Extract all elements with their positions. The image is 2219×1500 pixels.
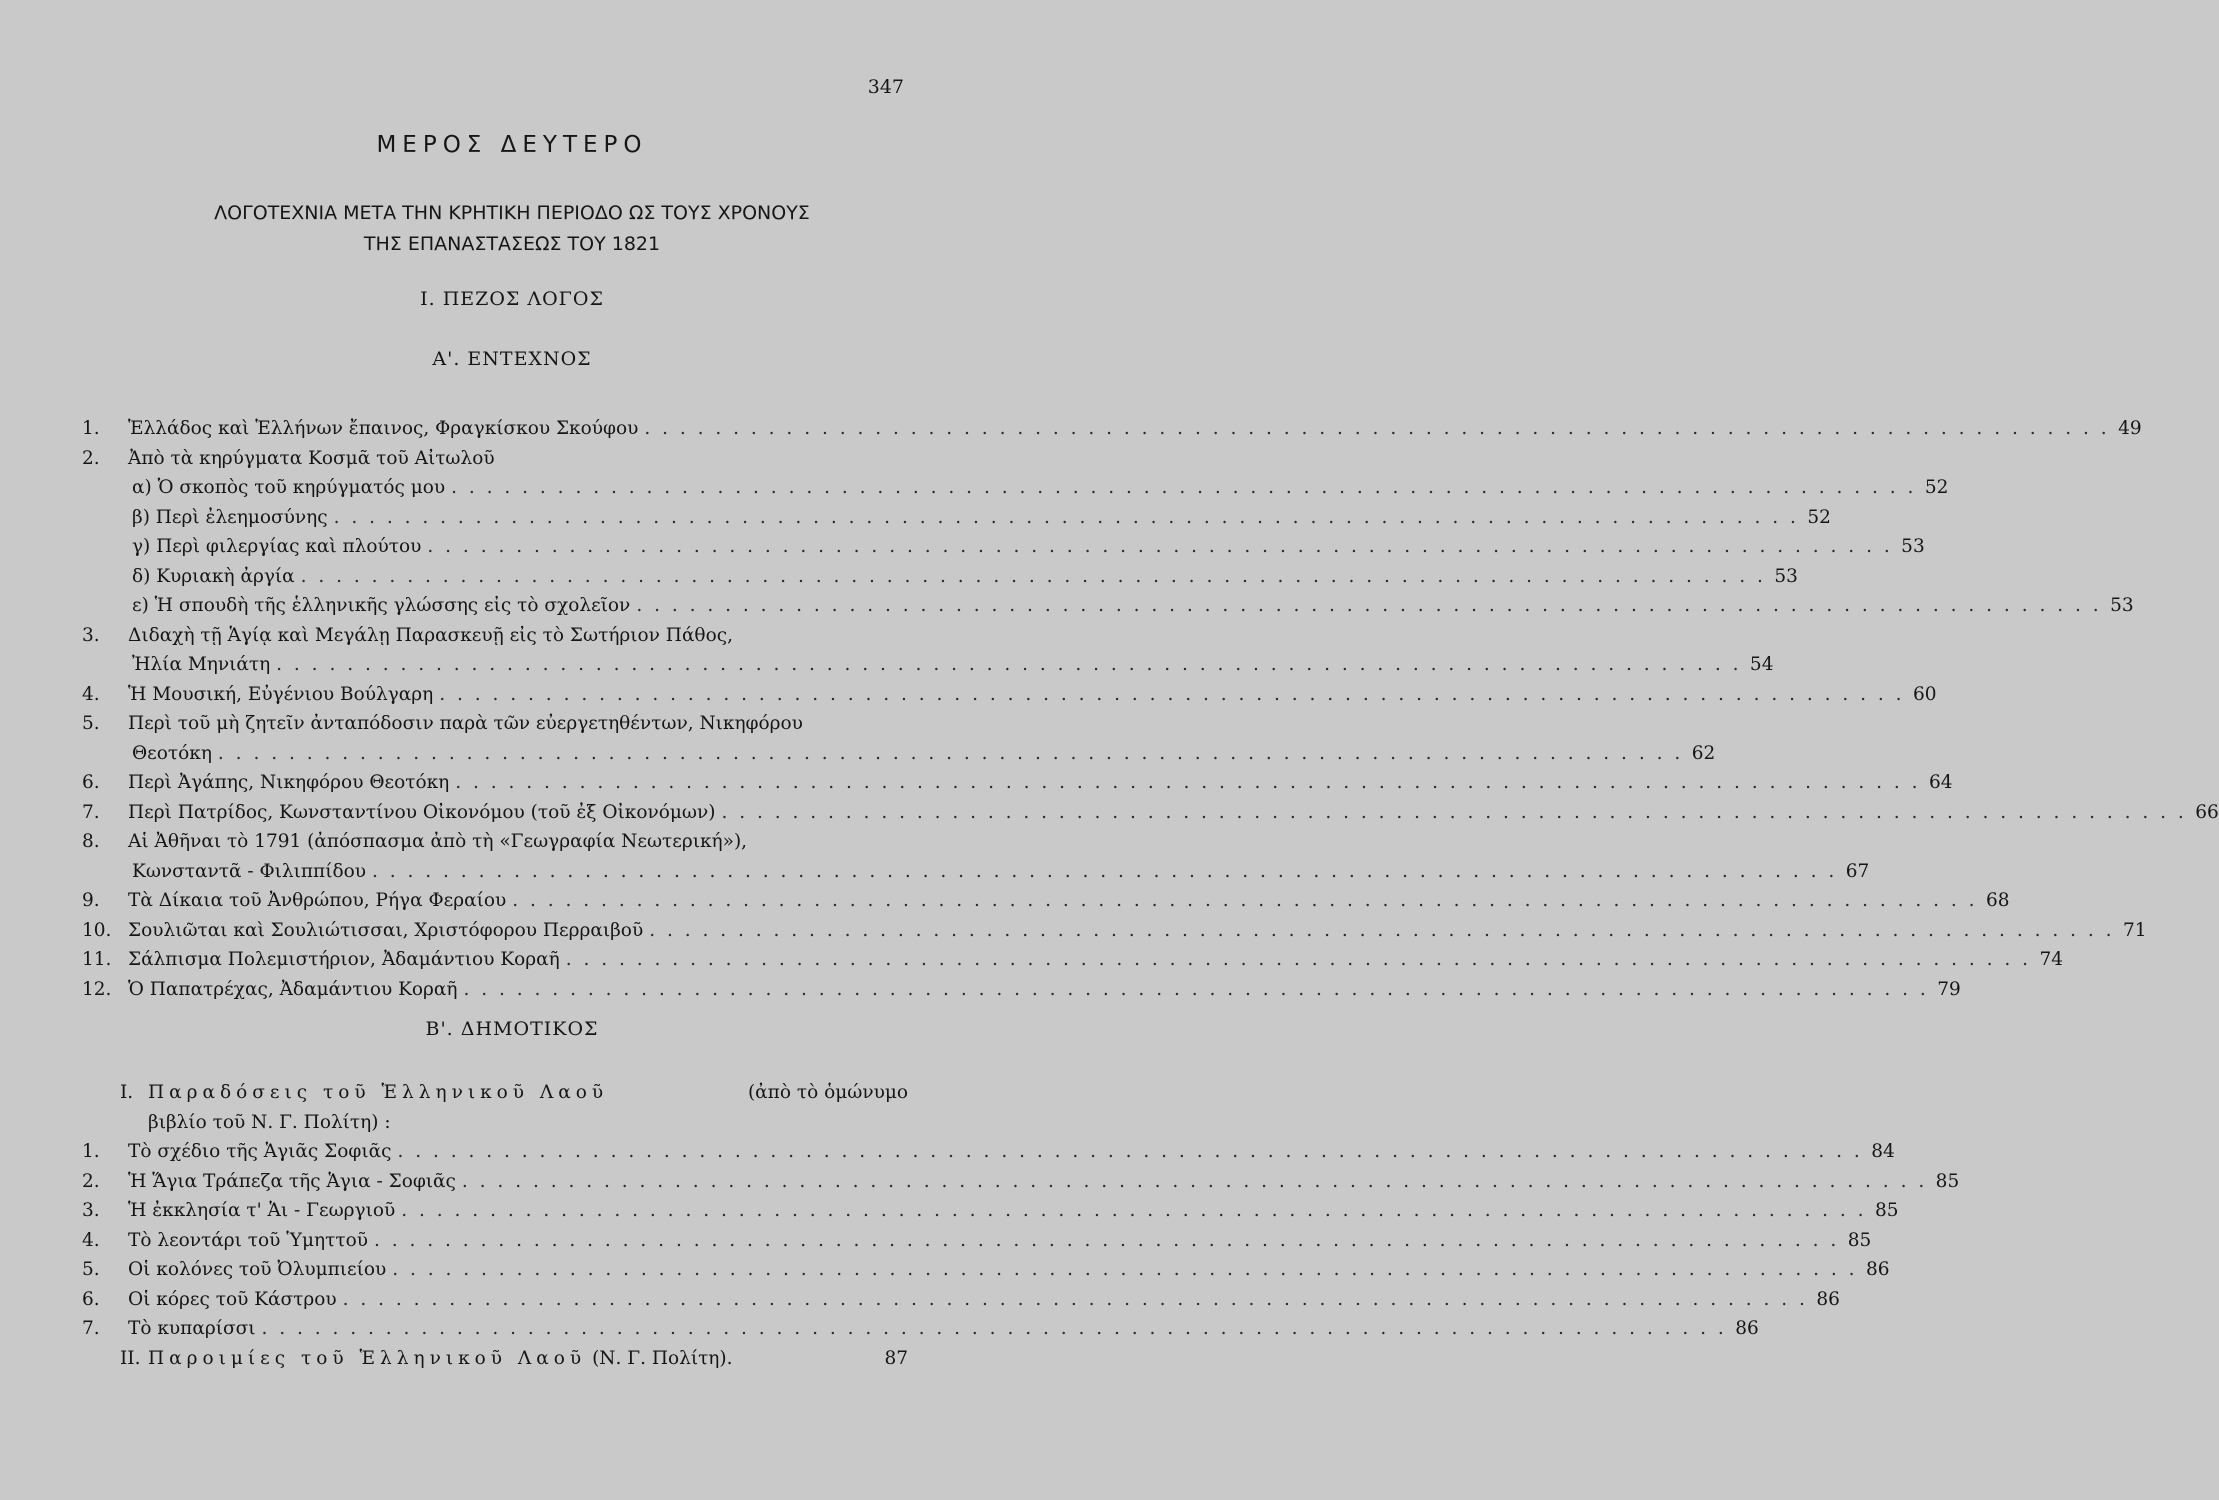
section-heading-prose: Ι. ΠΕΖΟΣ ΛΟΓΟΣ xyxy=(420,288,604,310)
intro-line-2 xyxy=(82,1108,908,1138)
toc-row xyxy=(82,414,2142,444)
intro-number: Ι. xyxy=(120,1082,134,1103)
dot-leader xyxy=(218,739,1683,769)
entry-number: 5. xyxy=(82,1259,100,1280)
toc-row xyxy=(82,1196,1899,1226)
entry-page: 68 xyxy=(1986,890,2010,911)
toc-row xyxy=(82,945,2064,975)
entry-page: 85 xyxy=(1935,1170,1960,1192)
toc-row xyxy=(82,1314,1759,1344)
dot-leader xyxy=(334,503,1799,533)
entry-title: β) Περὶ ἐλεημοσύνης xyxy=(132,506,328,528)
entry-title: ε) Ἡ σπουδὴ τῆς ἑλληνικῆς γλώσσης εἰς τὸ σχολεῖον xyxy=(132,595,631,616)
entry-title: Τὸ σχέδιο τῆς Ἁγιᾶς Σοφιᾶς xyxy=(128,1141,392,1162)
dot-leader xyxy=(397,1137,1862,1167)
entry-page: 67 xyxy=(1845,860,1870,882)
entry-number: 1. xyxy=(82,418,100,439)
dot-leader xyxy=(276,650,1741,680)
entry-page: 62 xyxy=(1691,742,1716,764)
dot-leader xyxy=(392,1255,1857,1285)
toc-row xyxy=(82,650,1774,680)
part-heading: ΜΕΡΟΣ ΔΕΥΤΕΡΟ xyxy=(376,132,648,158)
entry-title: Περὶ Ἀγάπης, Νικηφόρου Θεοτόκη xyxy=(128,772,450,793)
dot-leader xyxy=(636,591,2101,621)
part-subtitle-line-1: ΛΟΓΟΤΕΧΝΙΑ ΜΕΤΑ ΤΗΝ ΚΡΗΤΙΚΗ ΠΕΡΙΟΔΟ ΩΣ ΤΟΥΣ ΧΡΟΝΟΥΣ xyxy=(214,202,810,224)
dot-leader xyxy=(401,1196,1866,1226)
entry-title: Οἱ κολόνες τοῦ Ὀλυμπιείου xyxy=(128,1259,387,1280)
toc-row xyxy=(82,1344,908,1374)
dot-leader xyxy=(462,1167,1927,1197)
entry-number: 7. xyxy=(82,1318,100,1339)
entry-page: 71 xyxy=(2122,919,2147,941)
entry-page: 53 xyxy=(1774,565,1798,587)
entry-page: 74 xyxy=(2039,949,2064,970)
entry-page: 86 xyxy=(1735,1318,1759,1339)
entry-title: Τὰ Δίκαια τοῦ Ἀνθρώπου, Ρήγα Φεραίου xyxy=(128,890,507,911)
intro-line-1 xyxy=(82,1078,908,1108)
entry-title: Αἱ Ἀθῆναι τὸ 1791 (ἀπόσπασμα ἀπὸ τὴ «Γεωγραφία Νεωτερική»), xyxy=(128,831,748,852)
entry-title: δ) Κυριακὴ ἀργία xyxy=(132,565,295,587)
intro-source: (ἀπὸ τὸ ὁμώνυμο xyxy=(747,1082,908,1103)
entry-title: Οἱ κόρες τοῦ Κάστρου xyxy=(128,1288,337,1310)
entry-number: ΙΙ. xyxy=(120,1347,141,1369)
entry-title: Τὸ κυπαρίσσι xyxy=(128,1318,256,1339)
entry-title: Κωνσταντᾶ - Φιλιππίδου xyxy=(132,860,366,882)
toc-list-dimotikos xyxy=(82,1137,1960,1344)
dot-leader xyxy=(455,768,1920,798)
dot-leader xyxy=(721,798,2186,828)
entry-title: Ἡ ἐκκλησία τ' Ἁι - Γεωργιοῦ xyxy=(128,1200,396,1221)
entry-title: Διδαχὴ τῇ Ἁγίᾳ καὶ Μεγάλῃ Παρασκευῇ εἰς τὸ Σωτήριον Πάθος, xyxy=(128,624,733,646)
entry-title: Ἡ Ἅγια Τράπεζα τῆς Ἁγια - Σοφιᾶς xyxy=(128,1170,456,1192)
entry-number: 6. xyxy=(82,1288,100,1310)
dot-leader xyxy=(512,886,1977,916)
toc-row xyxy=(82,1285,1840,1315)
toc-row xyxy=(82,444,908,474)
toc-row xyxy=(82,975,1961,1005)
entry-number: 9. xyxy=(82,890,100,911)
dot-leader xyxy=(464,975,1929,1005)
entry-page: 85 xyxy=(1875,1200,1899,1221)
proverbs-title: Παροιμίες τοῦ Ἑλληνικοῦ Λαοῦ xyxy=(148,1347,587,1369)
entry-title: α) Ὁ σκοπὸς τοῦ κηρύγματός μου xyxy=(132,477,446,498)
entry-page: 60 xyxy=(1913,683,1937,705)
entry-number: 2. xyxy=(82,447,100,469)
proverbs-source: (Ν. Γ. Πολίτη). xyxy=(592,1347,733,1369)
entry-number: 6. xyxy=(82,772,100,793)
entry-title: Τὸ λεοντάρι τοῦ Ὑμηττοῦ xyxy=(128,1229,368,1251)
entry-number: 5. xyxy=(82,713,100,734)
entry-number: 1. xyxy=(82,1141,100,1162)
entry-number: 3. xyxy=(82,624,100,646)
toc-row xyxy=(82,473,1949,503)
entry-page: 84 xyxy=(1871,1141,1895,1162)
entry-page: 64 xyxy=(1929,772,1953,793)
entry-number: 8. xyxy=(82,831,100,852)
toc-row xyxy=(82,916,2147,946)
entry-number: 2. xyxy=(82,1170,100,1192)
dot-leader xyxy=(649,916,2114,946)
subsection-heading-entechnos: Α'. ΕΝΤΕΧΝΟΣ xyxy=(432,348,592,370)
entry-page: 85 xyxy=(1847,1229,1872,1251)
toc-row xyxy=(82,532,1925,562)
dot-leader xyxy=(439,680,1904,710)
toc-row xyxy=(82,1255,1890,1285)
dot-leader xyxy=(427,532,1892,562)
page-number: 347 xyxy=(867,76,904,98)
dot-leader xyxy=(301,562,1766,592)
entry-title: Ἠλία Μηνιάτη xyxy=(132,654,271,675)
dot-leader xyxy=(372,857,1837,887)
entry-page: 66 xyxy=(2195,801,2219,823)
entry-number: 4. xyxy=(82,683,100,705)
entry-page: 87 xyxy=(884,1347,908,1369)
toc-row xyxy=(82,562,1798,592)
dot-leader xyxy=(451,473,1916,503)
toc-row xyxy=(82,1167,1960,1197)
entry-title: Θεοτόκη xyxy=(132,742,212,764)
entry-title: Περὶ Πατρίδος, Κωνσταντίνου Οἰκονόμου (τοῦ ἐξ Οἰκονόμων) xyxy=(128,801,716,823)
entry-title: Σουλιῶται καὶ Σουλιώτισσαι, Χριστόφορου Περραιβοῦ xyxy=(128,919,644,941)
toc-row xyxy=(82,621,908,651)
entry-number: 7. xyxy=(82,801,100,823)
dot-leader xyxy=(566,945,2031,975)
entry-page: 53 xyxy=(2110,595,2134,616)
toc-row xyxy=(82,680,1937,710)
toc-final-proverbs xyxy=(82,1344,908,1374)
toc-row xyxy=(82,1137,1895,1167)
toc-row xyxy=(82,591,2134,621)
toc-row xyxy=(82,709,908,739)
toc-row xyxy=(82,886,2010,916)
toc-row xyxy=(82,1226,1872,1256)
entry-title: Ἑλλάδος καὶ Ἑλλήνων ἔπαινος, Φραγκίσκου Σκούφου xyxy=(128,418,639,439)
entry-title: Ὁ Παπατρέχας, Ἀδαμάντιου Κοραῆ xyxy=(128,978,458,1000)
dot-leader xyxy=(644,414,2109,444)
entry-page: 52 xyxy=(1924,477,1949,498)
entry-title: Σάλπισμα Πολεμιστήριον, Ἀδαμάντιου Κοραῆ xyxy=(128,949,560,970)
toc-row xyxy=(82,798,2219,828)
entry-page: 53 xyxy=(1901,536,1925,557)
intro-title: Παραδόσεις τοῦ Ἑλληνικοῦ Λαοῦ xyxy=(148,1082,609,1103)
entry-title: Ἀπὸ τὰ κηρύγματα Κοσμᾶ τοῦ Αἰτωλοῦ xyxy=(128,447,495,469)
entry-page: 49 xyxy=(2118,418,2142,439)
entry-page: 54 xyxy=(1749,654,1774,675)
entry-number: 12. xyxy=(82,978,112,1000)
entry-title xyxy=(148,1344,733,1374)
entry-number: 4. xyxy=(82,1229,100,1251)
entry-title: Περὶ τοῦ μὴ ζητεῖν ἀνταπόδοσιν παρὰ τῶν εὐεργετηθέντων, Νικηφόρου xyxy=(128,713,803,734)
dot-leader xyxy=(374,1226,1839,1256)
part-subtitle-line-2: ΤΗΣ ΕΠΑΝΑΣΤΑΣΕΩΣ ΤΟΥ 1821 xyxy=(363,233,661,255)
entry-title: Ἡ Μουσική, Εὐγένιου Βούλγαρη xyxy=(128,683,434,705)
toc-row xyxy=(82,827,908,857)
dot-leader xyxy=(261,1314,1726,1344)
entry-page: 79 xyxy=(1937,978,1961,1000)
intro-source-cont: βιβλίο τοῦ Ν. Γ. Πολίτη) : xyxy=(148,1111,391,1133)
subsection-heading-dimotikos: Β'. ΔΗΜΟΤΙΚΟΣ xyxy=(425,1018,599,1040)
toc-row xyxy=(82,503,1831,533)
entry-title: γ) Περὶ φιλεργίας καὶ πλούτου xyxy=(132,536,422,557)
entry-page: 86 xyxy=(1866,1259,1890,1280)
part-subtitle xyxy=(0,198,1024,260)
toc-row xyxy=(82,768,1953,798)
entry-number: 3. xyxy=(82,1200,100,1221)
entry-page: 52 xyxy=(1807,506,1831,528)
toc-row xyxy=(82,739,1716,769)
toc-intro-traditions xyxy=(82,1078,908,1137)
entry-number: 10. xyxy=(82,919,112,941)
dot-leader xyxy=(343,1285,1808,1315)
toc-list-entechnos xyxy=(82,414,2219,1004)
entry-number: 11. xyxy=(82,949,112,970)
toc-row xyxy=(82,857,1870,887)
entry-page: 86 xyxy=(1816,1288,1840,1310)
